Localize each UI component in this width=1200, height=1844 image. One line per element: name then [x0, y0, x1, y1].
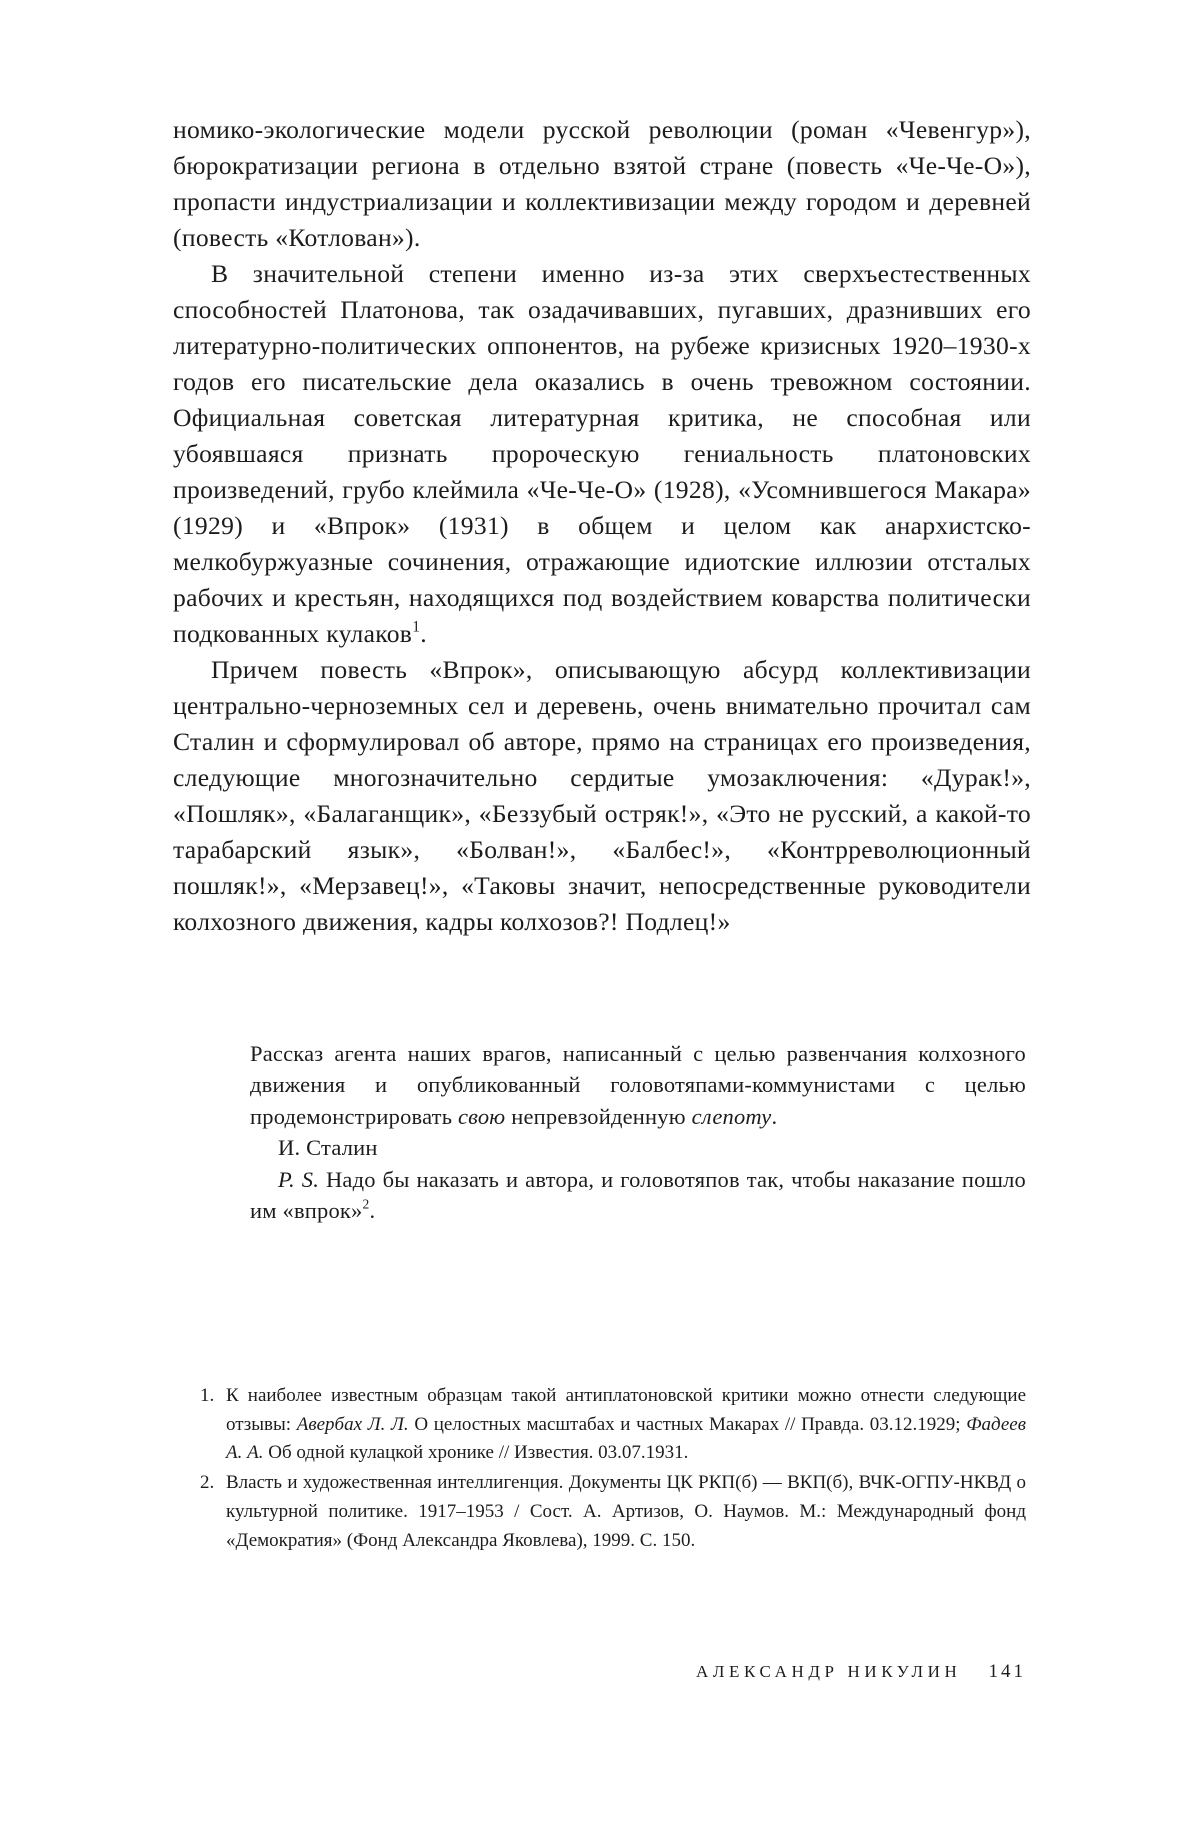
quote-text-mid: непревзойденную [505, 1103, 692, 1129]
footnote-author: Авербах Л. Л. [296, 1413, 409, 1435]
footnotes [200, 1382, 1026, 1556]
postscript-label: P. S. [278, 1166, 320, 1192]
postscript-end: . [369, 1198, 376, 1224]
quote-emphasis-1: свою [458, 1103, 506, 1129]
footnote-ref-1[interactable]: 1 [412, 618, 421, 636]
page-footer [696, 1661, 1026, 1683]
quote-text-end: . [771, 1103, 778, 1129]
quote-text [250, 1038, 1026, 1132]
footnote-text: Об одной кулацкой хронике // Известия. 03.07.1931. [263, 1442, 689, 1464]
paragraph-2-text: В значительной степени именно из-за этих сверхъестественных способностей Платонова, так озадачивавших, пугавших, дразнивших его литературно-политических оппонентов, на рубеже кризисных 1920–1930-х годов его писательские дела оказались в очень тревожном состоянии. Официальная советская литературная критика, не способная или убоявшаяся признать пророческую гениальность платоновских произведений, грубо клеймила «Че-Че-О» (1928), «Усомнившегося Макара» (1929) и «Впрок» (1931) в общем и целом как анархистско-мелкобуржуазные сочинения, отражающие идиотские иллюзии отсталых рабочих и крестьян, находящихся под воздействием коварства политически подкованных кулаков [173, 259, 1031, 648]
running-author: АЛЕКСАНДР НИКУЛИН [696, 1662, 962, 1681]
quote-postscript [250, 1164, 1026, 1227]
block-quote [250, 1038, 1026, 1226]
quote-signature: И. Сталин [278, 1135, 378, 1161]
paragraph-2-end: . [420, 619, 427, 648]
footnote-number: 1. [200, 1385, 215, 1406]
postscript-text: Надо бы наказать и автора, и головотяпов так, чтобы наказание пошло им «впрок» [250, 1166, 1027, 1224]
footnote-text: О целостных масштабах и частных Макарах // Правда. 03.12.1929; [408, 1413, 967, 1435]
footnote-author: Фадеев А. А. [226, 1413, 1026, 1464]
paragraph-2 [173, 256, 1031, 652]
paragraph-1: номико-экологические модели русской революции (роман «Чевенгур»), бюрократизации региона в отдельно взятой стране (повесть «Че-Че-О»), пропасти индустриализации и коллективизации между городом и деревней (повесть «Котлован»). [173, 115, 1031, 252]
footnote-ref-2[interactable]: 2 [362, 1196, 370, 1212]
quote-emphasis-2: слепоту [691, 1103, 772, 1129]
footnote-text: К наиболее известным образцам такой антиплатоновской критики можно отнести следующие отзывы: [226, 1385, 1026, 1435]
paragraph-3: Причем повесть «Впрок», описывающую абсурд коллективизации центрально-черноземных сел и деревень, очень внимательно прочитал сам Сталин и сформулировал об авторе, прямо на страницах его произведения, следующие многозначительно сердитые умозаключения: «Дурак!», «Пошляк», «Балаганщик», «Беззубый остряк!», «Это не русский, а какой-то тарабарский язык», «Болван!», «Балбес!», «Контрреволюционный пошляк!», «Мерзавец!», «Таковы значит, непосредственные руководители колхозного движения, кадры колхозов?! Подлец!» [173, 655, 1031, 936]
main-text [173, 112, 1031, 940]
footnote-number: 2. [200, 1472, 215, 1494]
quote-text-start: Рассказ агента наших врагов, написанный с целью развенчания колхозного движения и опубликованный головотяпами-коммунистами с целью продемонстрировать [250, 1041, 1026, 1129]
page-number: 141 [988, 1661, 1026, 1682]
footnote-1 [200, 1382, 1026, 1468]
footnote-2 [200, 1469, 1026, 1555]
footnote-text: Власть и художественная интеллигенция. Документы ЦК РКП(б) — ВКП(б), ВЧК-ОГПУ-НКВД о культурной политике. 1917–1953 / Сост. А. Артизов, О. Наумов. М.: Международный фонд «Демократия» (Фонд Александра Яковлева), 1999. С. 150. [226, 1472, 1026, 1551]
